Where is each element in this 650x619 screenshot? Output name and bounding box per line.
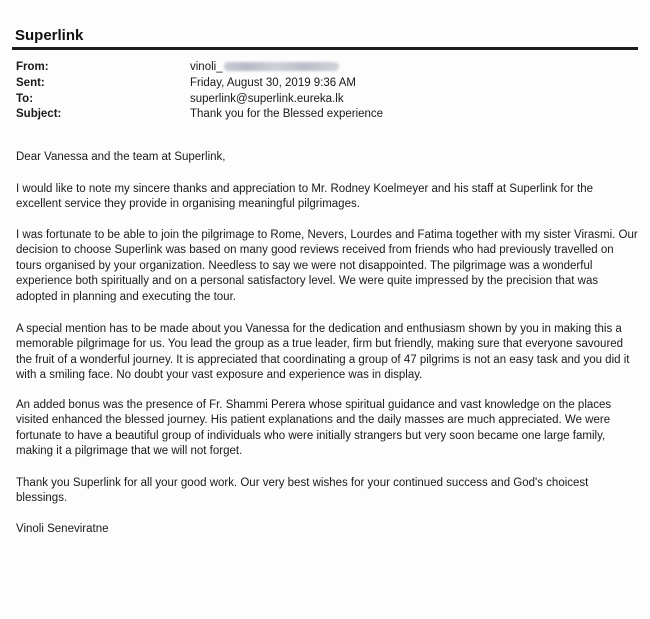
subject-value: Thank you for the Blessed experience xyxy=(190,108,384,120)
subject-label: Subject: xyxy=(16,108,62,120)
signature: Vinoli Seneviratne xyxy=(16,523,109,535)
sent-value: Friday, August 30, 2019 9:36 AM xyxy=(190,77,357,89)
org-title: Superlink xyxy=(15,27,84,44)
from-value xyxy=(190,60,339,75)
redacted-email-blur xyxy=(224,62,339,71)
paragraph-special-mention: A special mention has to be made about you Vanessa for the dedication and enthusiasm shown by you in making this a memorable pilgrimage for us. You lead the group as a true leader, firm but friendly, making sure that everyone savoured the fruit of a wonderful journey. It is appreciated that coordinating a group of 47 pilgrims is not an easy task and you did it with a smiling face. No doubt your vast exposure and experience was in display. xyxy=(16,323,630,382)
sent-label: Sent: xyxy=(16,77,45,89)
from-label: From: xyxy=(16,61,49,73)
greeting: Dear Vanessa and the team at Superlink, xyxy=(16,151,226,163)
from-address-visible: vinoli_ xyxy=(190,61,223,73)
title-divider xyxy=(12,47,638,50)
paragraph-thanks: I would like to note my sincere thanks and appreciation to Mr. Rodney Koelmeyer and his staff at Superlink for the excellent service they provide in organising meaningful pilgrimages. xyxy=(16,183,594,211)
paragraph-added-bonus: An added bonus was the presence of Fr. Shammi Perera whose spiritual guidance and vast knowledge on the places visited enhanced the blessed journey. His patient explanations and the daily masses are much appreciated. We were fortunate to have a beautiful group of individuals who were initially strangers but very soon became one large family, making it a pilgrimage that we will not forget. xyxy=(16,399,612,458)
paragraph-closing: Thank you Superlink for all your good work. Our very best wishes for your continued success and God's choicest blessings. xyxy=(16,477,589,505)
to-value: superlink@superlink.eureka.lk xyxy=(190,93,344,105)
to-label: To: xyxy=(16,93,34,105)
paragraph-pilgrimage: I was fortunate to be able to join the pilgrimage to Rome, Nevers, Lourdes and Fatima together with my sister Virasmi. Our decision to choose Superlink was based on many good reviews received from friends who had previously travelled on tours organised by your organization. Needless to say we were not disappointed. The pilgrimage was a wonderful experience both spiritually and on a personal satisfactory level. We were quite impressed by the precision that was adopted in planning and executing the tour. xyxy=(16,229,638,303)
